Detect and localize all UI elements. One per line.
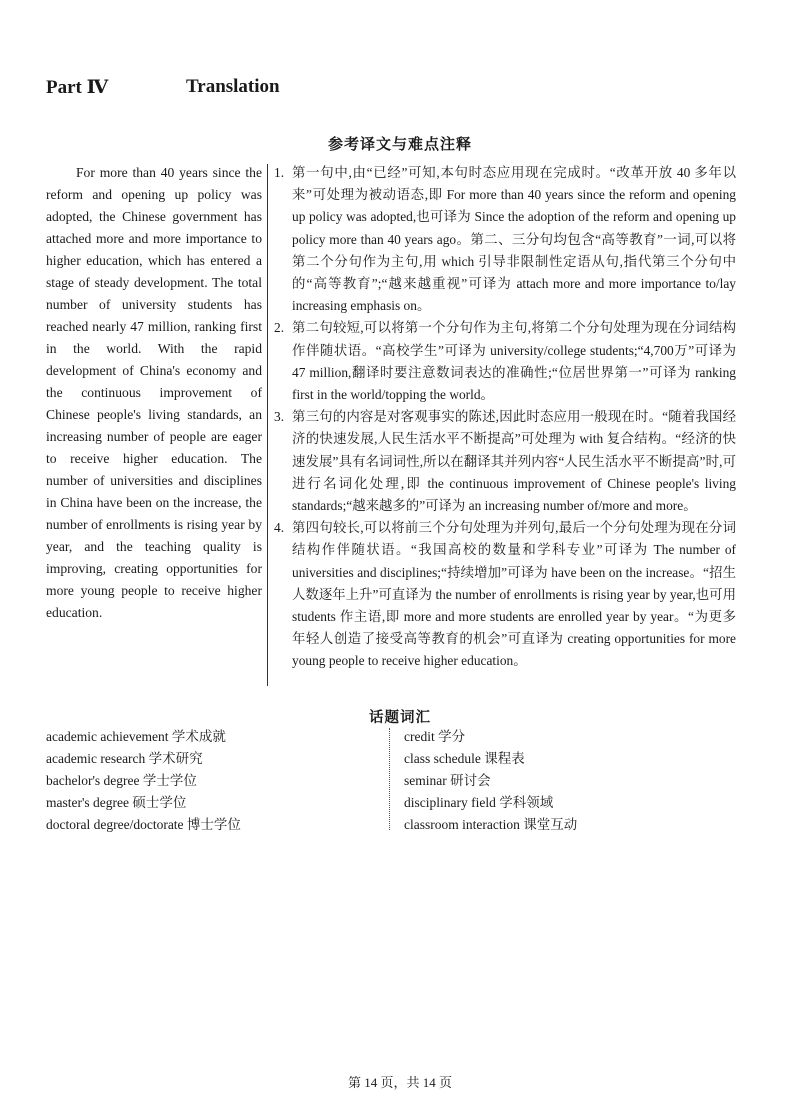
answer-heading: 参考译文与难点注释 xyxy=(327,137,472,153)
section-title: Translation xyxy=(186,76,280,97)
vocabulary-item: class schedule 课程表 xyxy=(404,751,525,766)
note-number: 2. xyxy=(274,320,285,336)
page-footer: 第 14 页，共 14 页 xyxy=(347,1075,452,1090)
vocabulary-item: bachelor's degree 学士学位 xyxy=(46,773,197,788)
vocabulary-item: academic achievement 学术成就 xyxy=(46,729,226,744)
note-item xyxy=(274,162,736,317)
vocabulary-item: seminar 研讨会 xyxy=(404,773,491,788)
vocabulary-heading: 话题词汇 xyxy=(369,710,431,726)
note-number: 4. xyxy=(274,520,285,536)
note-text: 第四句较长,可以将前三个分句处理为并列句,最后一个分句处理为现在分词结构作伴随状语。“我国高校的数量和学科专业”可译为 The number of universities and disciplines;“持续增加”可译为 have been on the increase。“招生人数逐年上升”可直译为 the number of enrollments is rising year by year,也可用 students 作主语,即 more and more students are enrolled year by year。“为更多年轻人创造了接受高等教育的机会”可直译为 creating opportunities for more young people to receive higher education。 xyxy=(292,520,736,669)
reference-translation xyxy=(46,162,262,624)
vocabulary-list-left xyxy=(46,726,241,836)
note-number: 3. xyxy=(274,409,285,425)
note-item xyxy=(274,517,736,672)
note-text: 第三句的内容是对客观事实的陈述,因此时态应用一般现在时。“随着我国经济的快速发展,人民生活水平不断提高”可处理为 with 复合结构。“经济的快速发展”具有名词词性,所以在翻译其并列内容“人民生活水平不断提高”时,可进行名词化处理,即 the continuous improvement of Chinese people's living standards;“越来越多的”可译为 an increasing number of/more and more。 xyxy=(292,409,736,514)
vocabulary-item: master's degree 硕士学位 xyxy=(46,795,187,810)
vocabulary-divider xyxy=(389,728,390,830)
vocabulary-list-right xyxy=(404,726,577,836)
vocabulary-item: classroom interaction 课堂互动 xyxy=(404,817,578,832)
vocabulary-item: academic research 学术研究 xyxy=(46,751,203,766)
vocabulary-item: credit 学分 xyxy=(404,729,466,744)
part-label: Part Ⅳ xyxy=(46,77,109,98)
note-item xyxy=(274,406,736,517)
vocabulary-item: disciplinary field 学科领域 xyxy=(404,795,554,810)
translation-notes xyxy=(274,162,736,673)
column-divider xyxy=(267,164,268,686)
vocabulary-item: doctoral degree/doctorate 博士学位 xyxy=(46,817,241,832)
note-text: 第二句较短,可以将第一个分句作为主句,将第二个分句处理为现在分词结构作伴随状语。“高校学生”可译为 university/college students;“4,700万”可译为 47 million,翻译时要注意数词表达的准确性;“位居世界第一”可译为 ranking first in the world/topping the world。 xyxy=(292,320,736,403)
note-number: 1. xyxy=(274,165,285,180)
translation-text: For more than 40 years since the reform and opening up policy was adopted, the Chinese government has attached more and more importance to higher education, which has entered a stage of steady development. The total number of university students has reached nearly 47 million, ranking first in the world. With the rapid development of China's economy and the continuous improvement of Chinese people's living standards, an increasing number of people are eager to receive higher education. The number of universities and disciplines in China have been on the increase, the number of enrollments is rising year by year, and the teaching quality is improving, creating opportunities for more young people to receive higher education. xyxy=(46,165,262,620)
note-text: 第一句中,由“已经”可知,本句时态应用现在完成时。“改革开放 40 多年以来”可处理为被动语态,即 For more than 40 years since the reform and opening up policy was adopted,也可译为 Since the adoption of the reform and opening up policy more than 40 years ago。第二、三分句均包含“高等教育”一词,可以将第二个分句作为主句,用 which 引导非限制性定语从句,指代第三个分句中的“高等教育”;“越来越重视”可译为 attach more and more importance to/lay increasing emphasis on。 xyxy=(292,165,736,314)
note-item xyxy=(274,317,736,406)
